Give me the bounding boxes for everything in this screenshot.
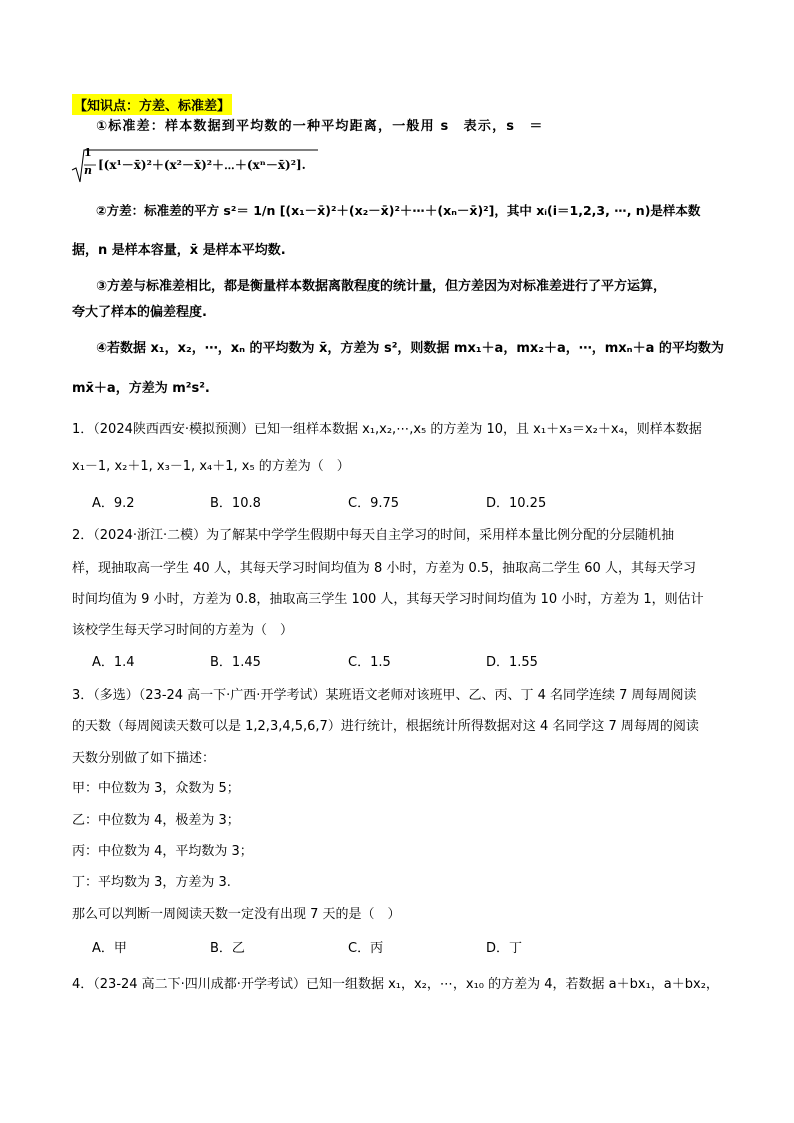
question-2-option-c[interactable]: C．1.5 — [348, 655, 391, 670]
question-1-line-1: 1．（2024陕西西安·模拟预测）已知一组样本数据 x₁,x₂,⋯,x₅ 的方差为 10，且 x₁＋x₃＝x₂＋x₄，则样本数据 — [72, 422, 702, 437]
question-1-option-d[interactable]: D．10.25 — [486, 496, 547, 511]
knowledge-3-line-2: 夸大了样本的偏差程度. — [72, 305, 207, 320]
question-3-line-4: 那么可以判断一周阅读天数一定没有出现 7 天的是（ ） — [72, 907, 401, 922]
question-2-line-2: 样，现抽取高一学生 40 人，其每天学习时间均值为 8 小时，方差为 0.5，抽取高二学生 60 人，其每天学习 — [72, 561, 696, 576]
question-1-line-2: x₁－1, x₂＋1, x₃－1, x₄＋1, x₅ 的方差为（ ） — [72, 459, 350, 474]
formula-fraction-numerator: 1 — [84, 146, 92, 159]
question-2-line-4: 该校学生每天学习时间的方差为（ ） — [72, 623, 294, 638]
knowledge-3-line-1: ③方差与标准差相比，都是衡量样本数据离散程度的统计量，但方差因为对标准差进行了平方运算， — [96, 279, 667, 294]
knowledge-2-line-2: 据，n 是样本容量，x̄ 是样本平均数. — [72, 243, 286, 258]
knowledge-1-line-1: ①标准差：样本数据到平均数的一种平均距离，一般用 s 表示，s ＝ — [96, 119, 544, 134]
formula-fraction-denominator: n — [84, 164, 92, 177]
question-2-option-a[interactable]: A．1.4 — [92, 655, 135, 670]
knowledge-2-line-1: ②方差：标准差的平方 s²＝ 1/n [(x₁－x̄)²＋(x₂－x̄)²＋⋯＋(xₙ－x̄)²]，其中 xᵢ(i＝1,2,3, ⋯, n)是样本数 — [96, 203, 701, 218]
question-2-line-3: 时间均值为 9 小时，方差为 0.8，抽取高三学生 100 人，其每天学习时间均值为 10 小时，方差为 1，则估计 — [72, 592, 704, 607]
knowledge-heading: 【知识点：方差、标准差】 — [72, 94, 232, 115]
question-3-option-a[interactable]: A．甲 — [92, 941, 127, 956]
knowledge-4-line-2: mx̄＋a，方差为 m²s². — [72, 381, 210, 396]
question-1-option-a[interactable]: A．9.2 — [92, 496, 135, 511]
question-1-option-b[interactable]: B．10.8 — [210, 496, 261, 511]
question-3-option-b[interactable]: B．乙 — [210, 941, 245, 956]
question-3-item-4: 丁：平均数为 3，方差为 3. — [72, 875, 231, 890]
question-4-line-1: 4．（23-24 高二下·四川成都·开学考试）已知一组数据 x₁，x₂，⋯，x₁₀ 的方差为 4，若数据 a＋bx₁，a＋bx₂， — [72, 977, 719, 992]
question-3-line-3: 天数分别做了如下描述： — [72, 751, 216, 766]
question-3-option-d[interactable]: D．丁 — [486, 941, 523, 956]
question-3-option-c[interactable]: C．丙 — [348, 941, 384, 956]
question-3-line-1: 3．（多选）（23-24 高一下·广西·开学考试）某班语文老师对该班甲、乙、丙、丁 4 名同学连续 7 周每周阅读 — [72, 688, 697, 703]
question-2-option-b[interactable]: B．1.45 — [210, 655, 261, 670]
question-2-option-d[interactable]: D．1.55 — [486, 655, 538, 670]
question-3-item-1: 甲：中位数为 3，众数为 5； — [72, 781, 240, 796]
question-2-line-1: 2．（2024·浙江·二模）为了解某中学学生假期中每天自主学习的时间，采用样本量比例分配的分层随机抽 — [72, 528, 675, 543]
question-3-item-2: 乙：中位数为 4，极差为 3； — [72, 813, 240, 828]
std-dev-formula — [70, 146, 320, 184]
formula-body: [(x¹－x̄)²＋(x²－x̄)²＋⋯＋(xⁿ－x̄)²]. — [98, 158, 306, 172]
knowledge-4-line-1: ④若数据 x₁，x₂，⋯，xₙ 的平均数为 x̄，方差为 s²，则数据 mx₁＋a，mx₂＋a，⋯，mxₙ＋a 的平均数为 — [96, 341, 724, 356]
question-3-item-3: 丙：中位数为 4，平均数为 3； — [72, 844, 253, 859]
question-1-option-c[interactable]: C．9.75 — [348, 496, 400, 511]
question-3-line-2: 的天数（每周阅读天数可以是 1,2,3,4,5,6,7）进行统计，根据统计所得数据对这 4 名同学这 7 周每周的阅读 — [72, 719, 699, 734]
